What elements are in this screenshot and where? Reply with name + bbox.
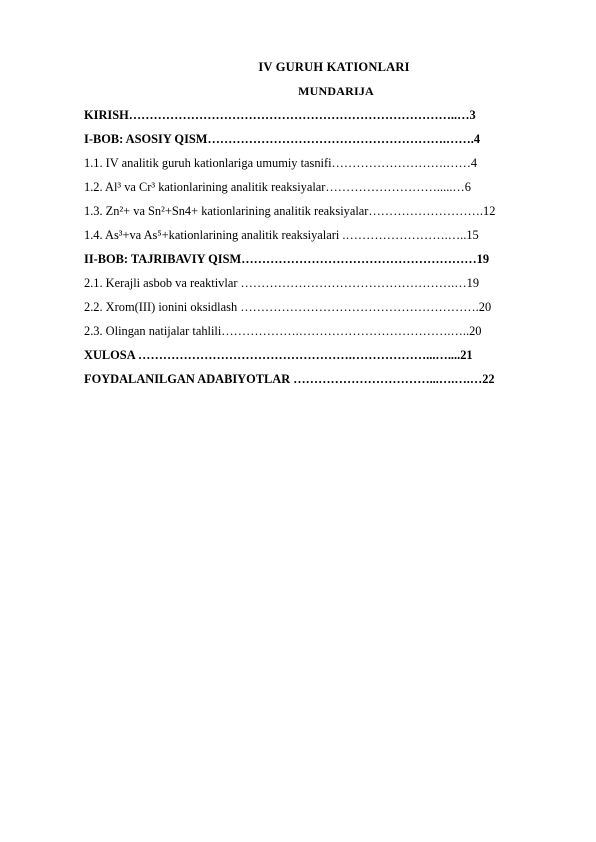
toc-entry-section-1-2: 1.2. Al³ va Cr³ kationlarining analitik reaksiyalar……………………….....…6 [84,180,472,194]
toc-entry-introduction: KIRISH……………………………………………………………………..…3 [84,108,476,122]
document-title: IV GURUH KATIONLARI [258,60,410,74]
toc-entry-section-1-3: 1.3. Zn²+ va Sn²+Sn4+ kationlarining analitik reaksiyalar……………………….12 [84,204,496,218]
toc-entry-section-1-4: 1.4. As³+va As⁵+kationlarining analitik reaksiyalari .…………………….…..15 [84,228,479,242]
toc-entry-references: FOYDALANILGAN ADABIYOTLAR ……………………………...….….…22 [84,372,495,386]
toc-entry-section-2-2: 2.2. Xrom(III) ionini oksidlash ………………………………………………….20 [84,300,492,314]
toc-entry-conclusion: XULOSA …………………………………………….………………...…....21 [84,348,473,362]
toc-entry-section-2-3: 2.3. Olingan natijalar tahlili……………….……………………………….…..20 [84,324,482,338]
contents-heading: MUNDARIJA [298,84,374,98]
toc-entry-section-2-1: 2.1. Kerajli asbob va reaktivlar …………………………………………….…19 [84,276,480,290]
toc-entry-chapter-2: II-BOB: TAJRIBAVIY QISM…………………………………………………19 [84,252,490,266]
toc-entry-chapter-1: I-BOB: ASOSIY QISM………………………………………………….…….4 [84,132,481,146]
toc-entry-section-1-1: 1.1. IV analitik guruh kationlariga umumiy tasnifi……………………….……4 [84,156,478,170]
table-of-contents [84,103,554,391]
